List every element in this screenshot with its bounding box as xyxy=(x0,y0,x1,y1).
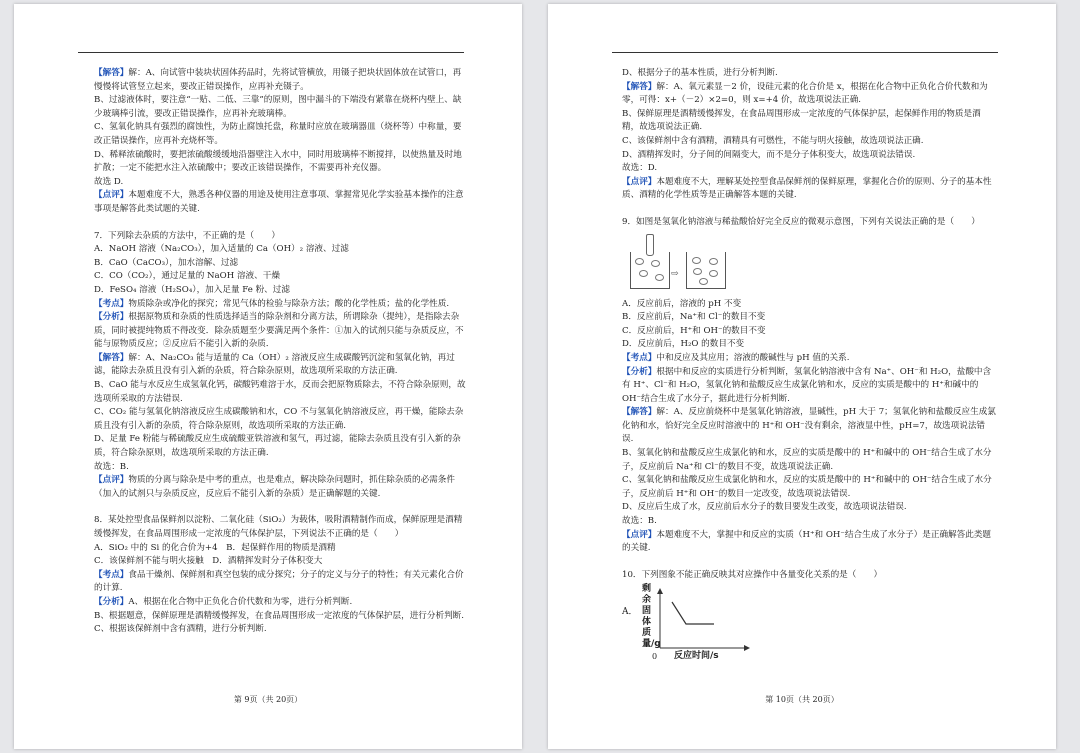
x-axis-label: 反应时间/s xyxy=(674,651,719,662)
option-label: A． xyxy=(622,607,638,618)
paragraph-text: A．SiO₂ 中的 Si 的化合价为+4 B．起保鲜作用的物质是酒精 xyxy=(94,542,336,553)
paragraph-text: D、根据分子的基本性质，进行分析判断. xyxy=(622,68,778,78)
text-paragraph xyxy=(94,176,468,190)
text-paragraph xyxy=(94,298,468,312)
paragraph-text: D．反应前后，H₂O 的数目不变 xyxy=(622,339,745,350)
section-tag: 【解答】 xyxy=(94,68,129,78)
paragraph-text: 物质的分离与除杂是中考的重点，也是难点，解决除杂问题时，抓住除杂质的必需条件（加入的试剂只与杂质反应，反应后不能引入新的杂质）是正确解题的关键. xyxy=(94,475,455,499)
paragraph-text: A、根据在化合物中正负化合价代数和为零，进行分析判断. xyxy=(128,596,353,607)
page-footer: 第 9页（共 20页） xyxy=(233,695,303,704)
section-tag: 【分析】 xyxy=(94,312,129,323)
text-paragraph xyxy=(622,352,996,366)
text-paragraph xyxy=(94,569,468,596)
paragraph-text: 本题难度不大，掌握中和反应的实质（H⁺和 OH⁻结合生成了水分子）是正确解答此类题的关键. xyxy=(622,529,992,554)
paragraph-text: C、根据该保鲜剂中含有酒精，进行分析判断. xyxy=(94,624,267,635)
paragraph-text: 本题难度不大，理解某处控型食品保鲜剂的保鲜原理，掌握化合价的原则、分子的基本性质、酒精的化学性质等是正确解答本题的关键. xyxy=(622,176,992,201)
text-paragraph xyxy=(94,257,468,271)
paragraph-text: 故选：B. xyxy=(94,461,129,472)
text-paragraph xyxy=(94,121,468,148)
section-tag: 【点评】 xyxy=(94,190,129,201)
paragraph-text: C、氢氧化钠具有强烈的腐蚀性，为防止腐蚀托盘，称量时应放在玻璃器皿（烧杯等）中称量，要改正错误操作，应再补充烧杯等。 xyxy=(94,122,462,146)
text-paragraph xyxy=(622,311,996,325)
text-paragraph xyxy=(622,447,996,474)
text-paragraph xyxy=(622,135,996,149)
text-paragraph xyxy=(622,501,996,515)
text-paragraph xyxy=(622,366,996,407)
paragraph-text: B、根据题意，保鲜原理是酒精缓慢挥发，在食品周围形成一定浓度的气体保护层，进行分析判断. xyxy=(94,610,464,621)
text-paragraph xyxy=(94,406,468,433)
paragraph-text: C、该保鲜剂中含有酒精，酒精具有可燃性，不能与明火接触，故选项说法正确. xyxy=(622,135,924,146)
text-paragraph xyxy=(622,108,996,135)
page-content xyxy=(622,67,996,664)
paragraph-text: 故选：B. xyxy=(622,516,657,527)
paragraph-text: 解：A、Na₂CO₃ 能与适量的 Ca（OH）₂ 溶液反应生成碳酸钙沉淀和氢氧化钠，再过滤，能除去杂质且没有引入新的杂质，符合除杂原则，故选项所采取的方法正确. xyxy=(94,352,455,377)
paragraph-text: 食品干燥剂、保鲜剂和真空包装的成分探究；分子的定义与分子的特性；有关元素化合价的计算. xyxy=(94,569,464,594)
origin-label: 0 xyxy=(652,652,658,662)
text-paragraph xyxy=(94,379,468,406)
text-paragraph xyxy=(94,433,468,460)
text-paragraph xyxy=(622,162,996,176)
paragraph-text: 8．某处控型食品保鲜剂以淀粉、二氧化硅（SiO₂）为载体，吸附酒精制作而成，保鲜原理是酒精缓慢挥发，在食品周围形成一定浓度的气体保护层，下列说法不正确的是（ ） xyxy=(94,515,463,539)
text-paragraph xyxy=(94,474,468,501)
paragraph-text: 7．下列除去杂质的方法中，不正确的是（ ） xyxy=(94,230,280,241)
section-tag: 【考点】 xyxy=(622,352,657,363)
paragraph-text: C．CO（CO₂），通过足量的 NaOH 溶液、干燥 xyxy=(94,271,280,282)
arrow-icon: ⇨ xyxy=(671,268,679,279)
paragraph-text: B、过滤液体时，要注意“一贴、二低、三靠”的原则，图中漏斗的下端没有紧靠在烧杯内壁上、缺少玻璃棒引流，要改正错误操作，应再补充玻璃棒。 xyxy=(94,95,462,119)
paragraph-text: D、反应后生成了水，反应前后水分子的数目要发生改变，故选项说法错误. xyxy=(622,502,907,513)
text-paragraph xyxy=(94,542,468,556)
paragraph-text: B、氢氧化钠和盐酸反应生成氯化钠和水，反应的实质是酸中的 H⁺和碱中的 OH⁻结合生成了水分子，反应前后 Na⁺和 Cl⁻的数目不变，故选项说法正确. xyxy=(622,448,992,472)
paragraph-text: D、稀释浓硫酸时，要把浓硫酸缓缓地沿器壁注入水中，同时用玻璃棒不断搅拌，以使热量及时地扩散；一定不能把水注入浓硫酸中；要改正该错误操作，不需要再补充仪器。 xyxy=(94,149,462,174)
section-tag: 【解答】 xyxy=(622,407,657,418)
paragraph-text: C．反应前后，H⁺和 OH⁻的数目不变 xyxy=(622,325,766,336)
text-paragraph xyxy=(622,176,996,203)
document-page-9 xyxy=(14,4,522,749)
text-paragraph xyxy=(94,514,468,541)
text-paragraph xyxy=(94,243,468,257)
text-paragraph xyxy=(94,284,468,298)
text-paragraph xyxy=(622,81,996,108)
paragraph-text: D．FeSO₄ 溶液（H₂SO₄），加入足量 Fe 粉、过滤 xyxy=(94,284,290,295)
paragraph-text: C、氢氧化钠和盐酸反应生成氯化钠和水，反应的实质是酸中的 H⁺和碱中的 OH⁻结合生成了水分子，反应前后 H⁺和 OH⁻的数目一定改变，故选项说法错误. xyxy=(622,475,992,499)
paragraph-text: B、保鲜原理是酒精缓慢挥发，在食品周围形成一定浓度的气体保护层，起保鲜作用的物质是酒精，故选项说法正确. xyxy=(622,108,981,133)
text-paragraph xyxy=(94,230,468,244)
text-paragraph xyxy=(622,406,996,447)
paragraph-text: 故选：D. xyxy=(622,163,658,174)
section-tag: 【考点】 xyxy=(94,298,129,309)
question-9-stem: 9．如图是氢氧化钠溶液与稀盐酸恰好完全反应的微观示意图，下列有关说法正确的是（ ） xyxy=(622,216,980,227)
question-8-continued-block xyxy=(622,67,996,203)
text-paragraph xyxy=(94,149,468,176)
paragraph-text: 根据中和反应的实质进行分析判断，氢氧化钠溶液中含有 Na⁺、OH⁻和 H₂O，盐酸中含有 H⁺、Cl⁻和 H₂O，氢氧化钠和盐酸反应生成氯化钠和水，反应的实质是酸中的 H⁺和碱中的 OH⁻结合生成了水分子，据此进行分析判断. xyxy=(622,366,992,404)
paragraph-text: 解：A、反应前烧杯中是氢氧化钠溶液，显碱性，pH 大于 7；氢氧化钠和盐酸反应生成氯化钠和水，恰好完全反应时溶液中的 H⁺和 OH⁻没有剩余，溶液显中性，pH=7，故选项说法错误. xyxy=(622,407,996,445)
text-paragraph xyxy=(622,298,996,312)
paragraph-text: 解：A、向试管中装块状固体药品时，先将试管横放，用镊子把块状固体放在试管口，再慢慢将试管竖立起来，要改正错误操作，应再补充镊子。 xyxy=(94,68,462,92)
section-tag: 【解答】 xyxy=(94,352,129,363)
data-line xyxy=(672,602,714,624)
page-footer: 第 10页（共 20页） xyxy=(765,695,839,704)
section-tag: 【分析】 xyxy=(94,596,129,607)
section-tag: 【点评】 xyxy=(622,529,657,540)
paragraph-text: B．反应前后，Na⁺和 Cl⁻的数目不变 xyxy=(622,312,766,323)
paragraph-text: D、酒精挥发时，分子间的间隔变大，而不是分子体积变大，故选项说法错误. xyxy=(622,149,916,160)
question-10-stem: 10．下列图象不能正确反映其对应操作中各量变化关系的是（ ） xyxy=(622,569,883,580)
text-paragraph xyxy=(622,515,996,529)
section-tag: 【分析】 xyxy=(622,366,657,377)
text-paragraph xyxy=(94,461,468,475)
q10-graph-a xyxy=(622,584,752,664)
paragraph-text: 中和反应及其应用；溶液的酸碱性与 pH 值的关系. xyxy=(656,352,850,363)
text-paragraph xyxy=(94,189,468,216)
text-paragraph xyxy=(622,67,996,81)
q6-answer-block xyxy=(94,67,468,217)
paragraph-text: C．该保鲜剂不能与明火接触 D．酒精挥发时分子体积变大 xyxy=(94,556,323,567)
header-rule xyxy=(78,52,464,53)
text-paragraph xyxy=(94,311,468,352)
page-content xyxy=(94,67,468,637)
text-paragraph xyxy=(94,610,468,624)
text-paragraph xyxy=(94,270,468,284)
question-7-block xyxy=(94,230,468,502)
y-axis-label: 剩余固体质量/g xyxy=(642,584,661,650)
paragraph-text: 根据原物质和杂质的性质选择适当的除杂剂和分离方法，所谓除杂（提纯），是指除去杂质，同时被提纯物质不得改变．除杂质题至少要满足两个条件：①加入的试剂只能与杂质反应，不能与原物质反应；②反应后不能引入新的杂质． xyxy=(94,312,464,350)
document-page-10 xyxy=(548,4,1056,749)
section-tag: 【点评】 xyxy=(94,475,129,486)
text-paragraph xyxy=(622,474,996,501)
text-paragraph xyxy=(94,352,468,379)
header-rule xyxy=(612,52,998,53)
section-tag: 【解答】 xyxy=(622,81,657,92)
text-paragraph xyxy=(94,555,468,569)
section-tag: 【点评】 xyxy=(622,176,657,187)
beaker-after-icon xyxy=(686,252,726,289)
paragraph-text: 故选 D. xyxy=(94,176,124,187)
paragraph-text: B、CaO 能与水反应生成氢氧化钙，碳酸钙难溶于水，反而会把原物质除去，不符合除杂原则，故选项所采取的方法错误. xyxy=(94,380,466,404)
text-paragraph xyxy=(622,149,996,163)
paragraph-text: B．CaO（CaCO₃），加水溶解、过滤 xyxy=(94,257,239,268)
text-paragraph xyxy=(622,325,996,339)
text-paragraph xyxy=(94,596,468,610)
beaker-before-icon xyxy=(630,252,670,289)
section-tag: 【考点】 xyxy=(94,569,129,580)
question-8-block xyxy=(94,514,468,636)
paragraph-text: 物质除杂或净化的探究；常见气体的检验与除杂方法；酸的化学性质；盐的化学性质. xyxy=(128,298,450,309)
text-paragraph xyxy=(94,67,468,94)
paragraph-text: 本题难度不大，熟悉各种仪器的用途及使用注意事项、掌握常见化学实验基本操作的注意事项是解答此类试题的关键. xyxy=(94,190,464,214)
paragraph-text: 解：A、氧元素显－2 价，设硅元素的化合价是 x，根据在化合物中正负化合价代数和为零，可得：x+（－2）×2=0，则 x=+4 价，故选项说法正确. xyxy=(622,81,988,106)
question-9-block xyxy=(622,298,996,556)
text-paragraph xyxy=(94,94,468,121)
text-paragraph xyxy=(622,338,996,352)
paragraph-text: A．NaOH 溶液（Na₂CO₃），加入适量的 Ca（OH）₂ 溶液、过滤 xyxy=(94,244,349,255)
text-paragraph xyxy=(622,529,996,556)
paragraph-text: C、CO₂ 能与氢氧化钠溶液反应生成碳酸钠和水，CO 不与氢氧化钠溶液反应，再干燥，能除去杂质且没有引入新的杂质，符合除杂原则，故选项所采取的方法正确. xyxy=(94,407,464,431)
text-paragraph xyxy=(94,623,468,637)
paragraph-text: D、足量 Fe 粉能与稀硫酸反应生成硫酸亚铁溶液和氢气，再过滤，能除去杂质且没有引入新的杂质，符合除杂原则，故选项所采取的方法正确. xyxy=(94,434,461,459)
neutralization-diagram xyxy=(630,234,728,292)
paragraph-text: A．反应前后，溶液的 pH 不变 xyxy=(622,298,742,309)
